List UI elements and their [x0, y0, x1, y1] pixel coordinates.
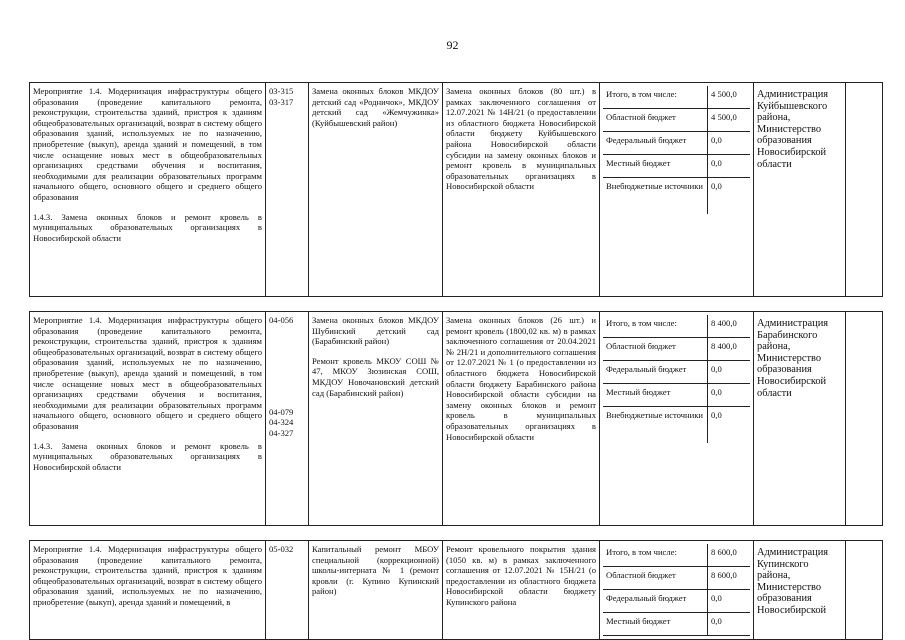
finance-row — [603, 86, 750, 109]
finance-value: 8 600,0 — [708, 567, 751, 590]
activity-text: 1.4.3. Замена оконных блоков и ремонт кровель в муниципальных образовательных организациях в Новосибирской области — [33, 211, 262, 243]
page-number: 92 — [446, 38, 459, 52]
finance-table — [603, 544, 750, 636]
finance-value: 0,0 — [708, 613, 751, 636]
activity-cell — [30, 312, 266, 526]
result-cell — [443, 312, 600, 526]
finance-value: 0,0 — [708, 361, 751, 384]
finance-source: Областной бюджет — [603, 338, 708, 361]
finance-value: 4 500,0 — [708, 86, 751, 109]
finance-row — [603, 315, 750, 338]
finance-value: 8 400,0 — [708, 338, 751, 361]
finance-source: Федеральный бюджет — [603, 590, 708, 613]
object-text: Ремонт кровель МКОУ СОШ № 47, МКОУ Зюзинская СОШ, МКДОУ Новочановский детский сад (Барабинский район) — [312, 355, 439, 398]
finance-row — [603, 567, 750, 590]
budget-code: 04-079 — [269, 406, 294, 417]
finance-row — [603, 384, 750, 407]
finance-row — [603, 132, 750, 155]
object-text: Замена оконных блоков МКДОУ Шубинский детский сад (Барабинский район) — [312, 315, 439, 347]
finance-source: Итого, в том числе: — [603, 544, 708, 567]
finance-value: 0,0 — [708, 132, 751, 155]
activity-row — [30, 312, 883, 526]
finance-source: Итого, в том числе: — [603, 86, 708, 109]
finance-source: Итого, в том числе: — [603, 315, 708, 338]
finance-value: 4 500,0 — [708, 109, 751, 132]
activities-table — [29, 82, 883, 640]
finance-source: Федеральный бюджет — [603, 132, 708, 155]
finance-row — [603, 407, 750, 444]
result-cell — [443, 83, 600, 297]
finance-table — [603, 315, 750, 443]
object-text: Замена оконных блоков МКДОУ детский сад «Родничок», МКДОУ детский сад «Жемчужинка» (Куйбышевский район) — [312, 86, 439, 128]
finance-cell — [600, 312, 754, 526]
budget-code: 03-317 — [269, 96, 294, 107]
finance-row — [603, 155, 750, 178]
finance-value: 0,0 — [708, 590, 751, 613]
finance-cell — [600, 541, 754, 640]
object-cell — [309, 83, 443, 297]
finance-value: 8 600,0 — [708, 544, 751, 567]
finance-value: 0,0 — [711, 181, 722, 191]
result-text: Ремонт кровельного покрытия здания (1050 кв. м) в рамках заключенного соглашения от 12.07.2021 № 15Н/21 (о предоставлении из областного бюджета Новосибирской области бюджету Купинского района — [446, 544, 596, 607]
row-spacer — [30, 297, 883, 312]
finance-cell — [600, 83, 754, 297]
activity-row — [30, 83, 883, 297]
empty-cell — [846, 541, 883, 640]
finance-row — [603, 338, 750, 361]
empty-cell — [846, 312, 883, 526]
executor-cell: Администрация Барабинского района, Министерство образования Новосибирской области — [754, 312, 846, 526]
finance-source: Областной бюджет — [603, 567, 708, 590]
finance-value: 8 400,0 — [708, 315, 751, 338]
code-spacer — [269, 326, 305, 407]
budget-code: 05-032 — [269, 544, 294, 554]
executor-cell: Администрация Купинского района, Министерство образования Новосибирской — [754, 541, 846, 640]
finance-source: Областной бюджет — [603, 109, 708, 132]
budget-code-cell — [266, 541, 309, 640]
object-cell — [309, 312, 443, 526]
executor-cell: Администрация Куйбышевского района, Министерство образования Новосибирской области — [754, 83, 846, 297]
empty-cell — [846, 83, 883, 297]
activity-row — [30, 541, 883, 640]
finance-row — [603, 590, 750, 613]
finance-source: Федеральный бюджет — [603, 361, 708, 384]
finance-row — [603, 544, 750, 567]
object-text: Капитальный ремонт МБОУ специальной (коррекционной) школы-интерната № 1 (ремонт кровли (г. Купино Купинский район) — [312, 544, 439, 597]
activity-text: Мероприятие 1.4. Модернизация инфраструктуры общего образования (проведение капитального ремонта, реконструкции, строительства зданий, пристроя к зданиям общеобразовательных организаций, возврат в систему общего образования зданий, используемых не по назначению, приобретение (выкуп), аренда зданий и помещений, в том числе оснащение новых мест в общеобразовательных организациях средствами обучения и воспитания, необходимыми для реализации образовательных программ начального общего, основного общего и среднего общего образования — [33, 86, 262, 202]
finance-row — [603, 178, 750, 215]
finance-source: Внебюджетные источники — [603, 178, 708, 215]
finance-value: 0,0 — [708, 384, 751, 407]
result-text: Замена оконных блоков (26 шт.) и ремонт кровель (1800,02 кв. м) в рамках заключенного соглашения от 20.04.2021 № 2Н/21 и дополнительного соглашения от 12.07.2021 № 1 (о предоставлении из областного бюджета Новосибирской области бюджету Барабинского района Новосибирской области субсидии на замену оконных блоков и ремонт кровель в муниципальных образовательных организациях в Новосибирской области — [446, 315, 596, 442]
budget-code-cell — [266, 312, 309, 526]
finance-source: Местный бюджет — [603, 613, 708, 636]
budget-code: 03-315 — [269, 86, 294, 96]
result-cell — [443, 541, 600, 640]
budget-code: 04-324 — [269, 417, 294, 428]
activity-text: Мероприятие 1.4. Модернизация инфраструктуры общего образования (проведение капитального ремонта, реконструкции, строительства зданий, пристроя к зданиям общеобразовательных организаций, возврат в систему общего образования зданий, используемых не по назначению, приобретение (выкуп), аренда зданий и помещений, в — [33, 544, 262, 607]
result-text: Замена оконных блоков (80 шт.) в рамках заключенного соглашения от 12.07.2021 № 14Н/21 (о предоставлении из областного бюджета Новосибирской области бюджету Куйбышевского района Новосибирской области субсидии на замену оконных блоков и ремонт кровель в муниципальных образовательных организациях в Новосибирской области — [446, 86, 596, 192]
finance-table — [603, 86, 750, 214]
budget-code: 04-056 — [269, 315, 294, 325]
budget-code-cell — [266, 83, 309, 297]
finance-source: Местный бюджет — [603, 384, 708, 407]
budget-code: 04-327 — [269, 427, 294, 438]
finance-source: Местный бюджет — [603, 155, 708, 178]
finance-source: Внебюджетные источники — [603, 407, 708, 444]
object-cell — [309, 541, 443, 640]
activity-cell — [30, 541, 266, 640]
finance-value: 0,0 — [708, 155, 751, 178]
activity-cell — [30, 83, 266, 297]
finance-value: 0,0 — [711, 410, 722, 420]
finance-row — [603, 361, 750, 384]
activity-text: 1.4.3. Замена оконных блоков и ремонт кровель в муниципальных образовательных организациях в Новосибирской области — [33, 440, 262, 472]
finance-row — [603, 109, 750, 132]
activity-text: Мероприятие 1.4. Модернизация инфраструктуры общего образования (проведение капитального ремонта, реконструкции, строительства зданий, пристроя к зданиям общеобразовательных организаций, возврат в систему общего образования зданий, используемых не по назначению, приобретение (выкуп), аренда зданий и помещений, в том числе оснащение новых мест в общеобразовательных организациях средствами обучения и воспитания, необходимыми для реализации образовательных программ начального общего, основного общего и среднего общего образования — [33, 315, 262, 431]
row-spacer — [30, 526, 883, 541]
finance-row — [603, 613, 750, 636]
